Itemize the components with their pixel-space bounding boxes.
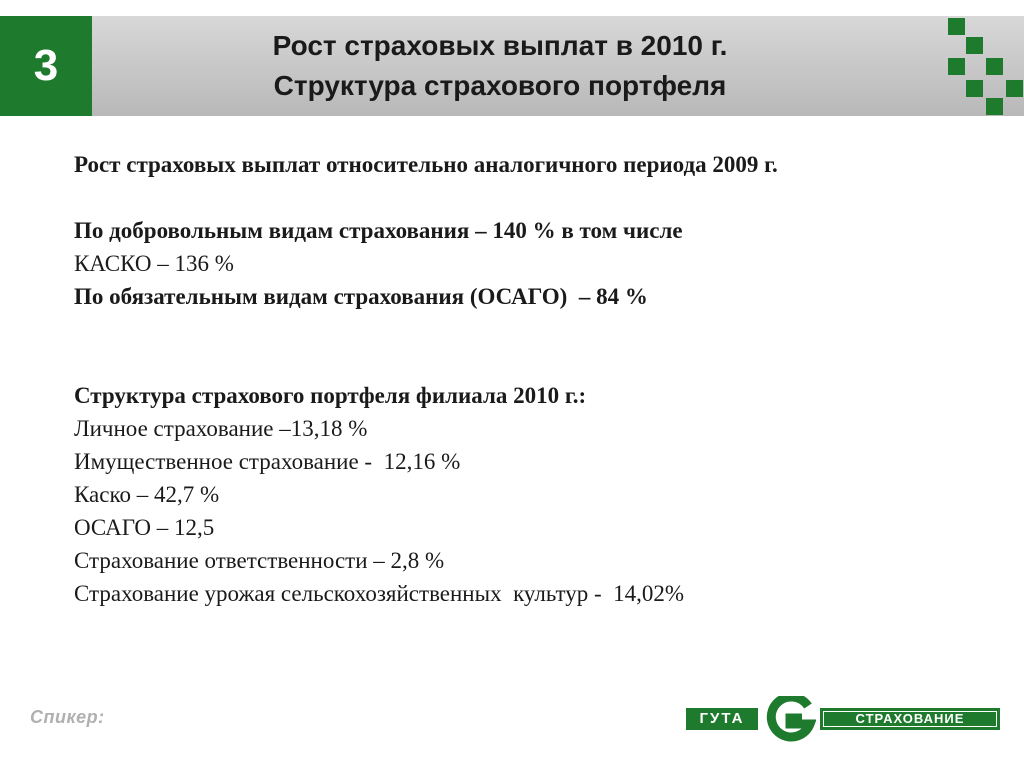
- structure-item: Страхование урожая сельскохозяйственных культур - 14,02%: [74, 581, 685, 606]
- mandatory-text: По обязательным видам страхования (ОСАГО) – 84 %: [74, 284, 648, 309]
- logo-left-text: ГУТА: [686, 708, 758, 730]
- title-line-2: Структура страхового портфеля: [273, 70, 727, 101]
- structure-item: Личное страхование –13,18 %: [74, 416, 368, 441]
- slide-number-box: [0, 16, 92, 116]
- logo-right-box: [820, 708, 1000, 730]
- voluntary-text: По добровольным видам страхования – 140 % в том числе: [74, 218, 683, 243]
- intro-text: Рост страховых выплат относительно аналогичного периода 2009 г.: [74, 152, 778, 177]
- structure-item: Каско – 42,7 %: [74, 482, 220, 507]
- guta-g-logo-icon: [762, 696, 816, 742]
- logo-right-text: СТРАХОВАНИЕ: [823, 711, 997, 727]
- company-logo: [686, 696, 1000, 742]
- title-line-1: Рост страховых выплат в 2010 г.: [272, 30, 728, 61]
- kasko-growth-text: КАСКО – 136 %: [74, 251, 234, 276]
- structure-item: ОСАГО – 12,5: [74, 515, 215, 540]
- speaker-label: Спикер:: [30, 707, 105, 727]
- slide-title: [160, 26, 840, 106]
- structure-heading: Структура страхового портфеля филиала 2010 г.:: [74, 383, 587, 408]
- structure-item: Страхование ответственности – 2,8 %: [74, 548, 445, 573]
- slide-content: [74, 148, 974, 610]
- structure-item: Имущественное страхование - 12,16 %: [74, 449, 461, 474]
- slide-number: 3: [33, 41, 59, 90]
